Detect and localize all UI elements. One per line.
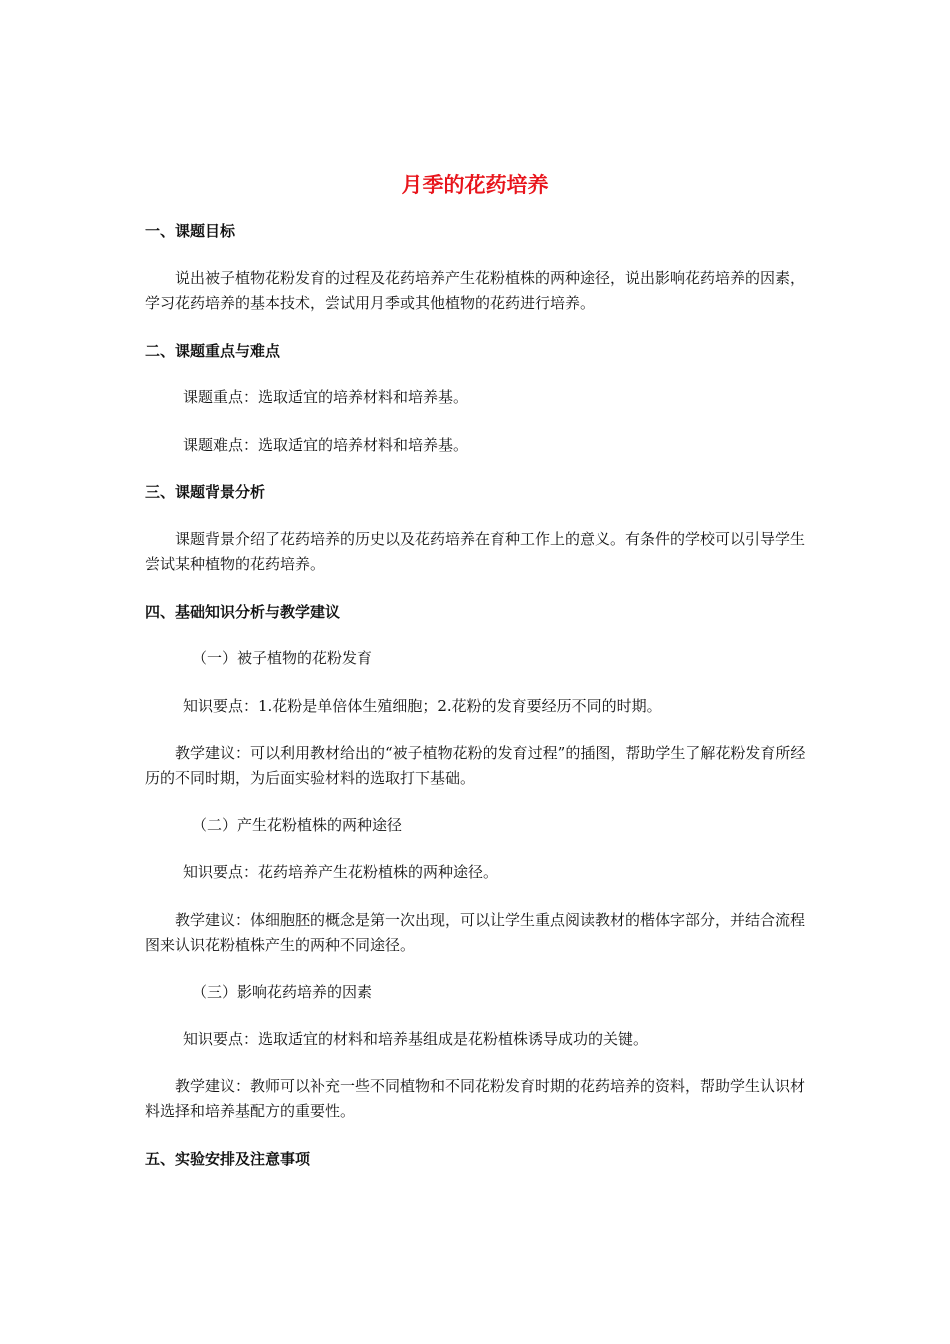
key-point-line: 课题重点：选取适宜的培养材料和培养基。	[183, 388, 469, 406]
subsection-title: （二）产生花粉植株的两种途径	[192, 816, 403, 834]
subsection-title: （一）被子植物的花粉发育	[192, 649, 373, 667]
knowledge-points: 知识要点：1.花粉是单倍体生殖细胞；2.花粉的发育要经历不同的时期。	[183, 697, 662, 715]
subsection-title: （三）影响花药培养的因素	[192, 983, 373, 1001]
document-title: 月季的花药培养	[401, 173, 549, 197]
difficulty-line: 课题难点：选取适宜的培养材料和培养基。	[183, 436, 469, 454]
goals-paragraph: 说出被子植物花粉发育的过程及花药培养产生花粉植株的两种途径，说出影响花药培养的因素，学习花药培养的基本技术，尝试用月季或其他植物的花药进行培养。	[145, 269, 806, 312]
teaching-advice: 教学建议：可以利用教材给出的“被子植物花粉的发育过程”的插图，帮助学生了解花粉发育所经历的不同时期，为后面实验材料的选取打下基础。	[145, 744, 806, 787]
section-heading-goals: 一、课题目标	[145, 222, 236, 240]
section-heading-experiment: 五、实验安排及注意事项	[145, 1150, 311, 1168]
section-heading-key-points: 二、课题重点与难点	[145, 342, 281, 360]
teaching-advice: 教学建议：体细胞胚的概念是第一次出现，可以让学生重点阅读教材的楷体字部分，并结合流程图来认识花粉植株产生的两种不同途径。	[145, 911, 806, 954]
section-heading-knowledge: 四、基础知识分析与教学建议	[145, 603, 341, 621]
knowledge-points: 知识要点：选取适宜的材料和培养基组成是花粉植株诱导成功的关键。	[183, 1030, 649, 1048]
section-heading-background: 三、课题背景分析	[145, 483, 266, 501]
knowledge-points: 知识要点：花药培养产生花粉植株的两种途径。	[183, 863, 499, 881]
background-paragraph: 课题背景介绍了花药培养的历史以及花药培养在育种工作上的意义。有条件的学校可以引导学生尝试某种植物的花药培养。	[145, 530, 806, 573]
teaching-advice: 教学建议：教师可以补充一些不同植物和不同花粉发育时期的花药培养的资料，帮助学生认识材料选择和培养基配方的重要性。	[145, 1077, 806, 1120]
